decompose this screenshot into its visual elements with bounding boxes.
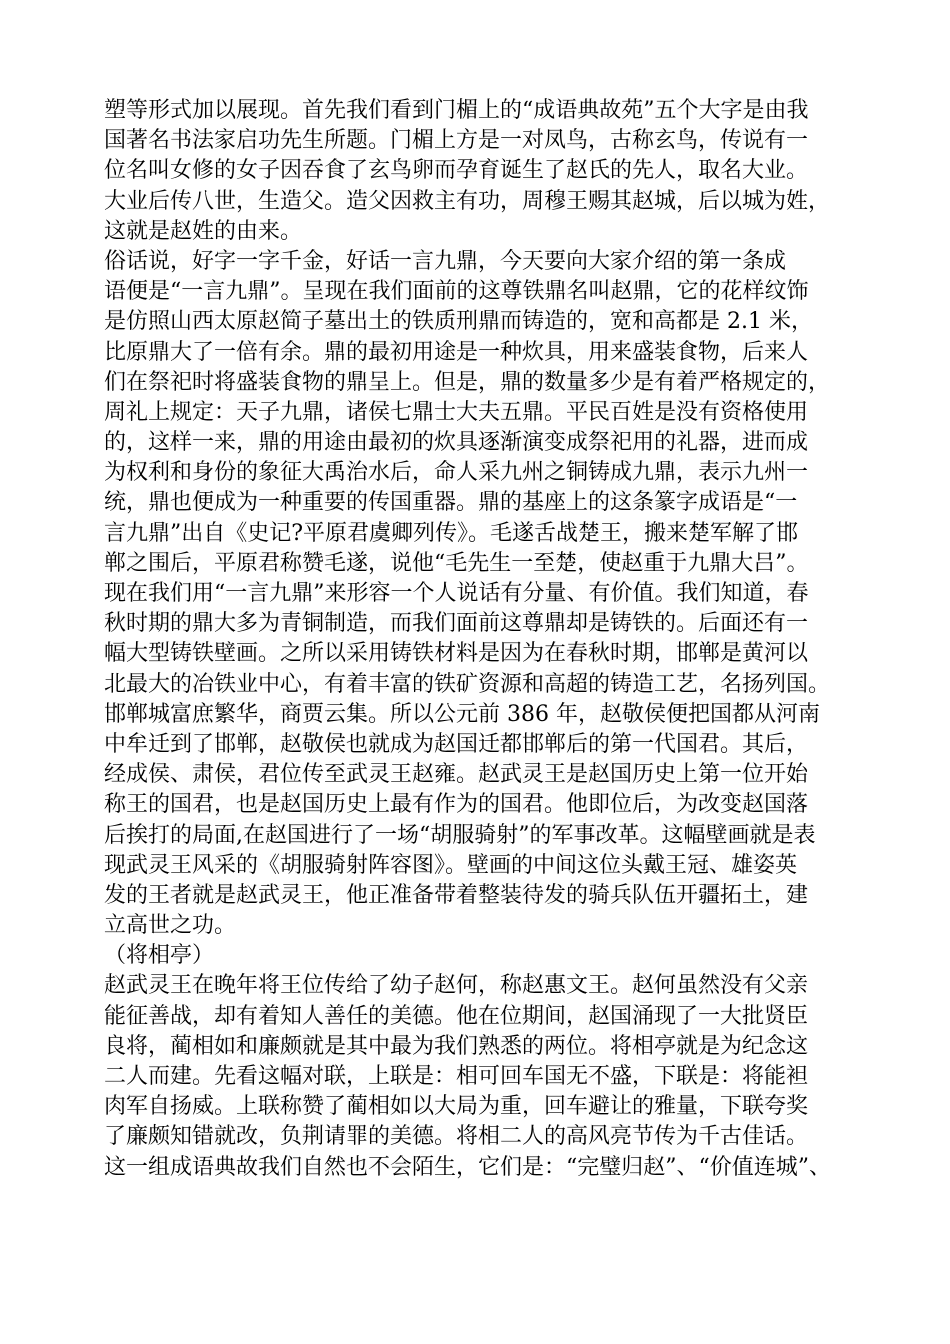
text-line: 邯郸城富庶繁华，商贾云集。所以公元前 386 年，赵敬侯便把国都从河南 — [104, 701, 820, 727]
text-line: 俗话说，好字一字千金，好话一言九鼎，今天要向大家介绍的第一条成 — [104, 248, 787, 274]
text-line: 幅大型铸铁壁画。之所以采用铸铁材料是因为在春秋时期，邯郸是黄河以 — [104, 641, 809, 667]
text-line: 经成侯、肃侯，君位传至武灵王赵雍。赵武灵王是赵国历史上第一位开始 — [104, 762, 809, 788]
text-line: 位名叫女修的女子因吞食了玄鸟卵而孕育诞生了赵氏的先人，取名大业。 — [104, 158, 809, 184]
text-line: 为权利和身份的象征大禹治水后，命人采九州之铜铸成九鼎，表示九州一 — [104, 460, 809, 486]
text-line: 郸之围后，平原君称赞毛遂，说他“毛先生一至楚，使赵重于九鼎大吕”。 — [104, 550, 809, 576]
text-line: 这一组成语典故我们自然也不会陌生，它们是：“完璧归赵”、“价值连城”、 — [104, 1154, 831, 1180]
text-line: 统，鼎也便成为一种重要的传国重器。鼎的基座上的这条篆字成语是“一 — [104, 490, 798, 516]
text-line: 现武灵王风采的《胡服骑射阵容图》。壁画的中间这位头戴王冠、雄姿英 — [104, 852, 798, 878]
text-line: 是仿照山西太原赵简子墓出土的铁质刑鼎而铸造的，宽和高都是 2.1 米， — [104, 309, 813, 335]
text-line: 肉军自扬威。上联称赞了蔺相如以大局为重，回车避让的雅量，下联夸奖 — [104, 1094, 809, 1120]
text-line: 二人而建。先看这幅对联，上联是：相可回车国无不盛，下联是：将能袒 — [104, 1064, 809, 1089]
text-line: 称王的国君，也是赵国历史上最有作为的国君。他即位后，为改变赵国落 — [104, 792, 809, 818]
text-line: 们在祭祀时将盛装食物的鼎呈上。但是，鼎的数量多少是有着严格规定的， — [104, 369, 831, 395]
text-line: 这就是赵姓的由来。 — [104, 218, 303, 244]
text-line: 语便是“一言九鼎”。呈现在我们面前的这尊铁鼎名叫赵鼎，它的花样纹饰 — [104, 279, 809, 305]
text-line: 大业后传八世，生造父。造父因救主有功，周穆王赐其赵城，后以城为姓， — [104, 188, 831, 214]
text-line: 赵武灵王在晚年将王位传给了幼子赵何，称赵惠文王。赵何虽然没有父亲 — [104, 973, 809, 999]
text-line: 的，这样一来，鼎的用途由最初的炊具逐渐演变成祭祀用的礼器，进而成 — [104, 430, 809, 456]
text-line: 秋时期的鼎大多为青铜制造，而我们面前这尊鼎却是铸铁的。后面还有一 — [104, 611, 809, 637]
text-line: 中牟迁到了邯郸，赵敬侯也就成为赵国迁都邯郸后的第一代国君。其后， — [104, 731, 809, 757]
text-line: 周礼上规定：天子九鼎，诸侯七鼎士大夫五鼎。平民百姓是没有资格使用 — [104, 399, 809, 425]
text-line: 北最大的冶铁业中心，有着丰富的铁矿资源和高超的铸造工艺，名扬列国。 — [104, 671, 831, 697]
section-heading: （将相亭） — [104, 943, 215, 969]
text-line: 言九鼎”出自《史记?平原君虞卿列传》。毛遂舌战楚王，搬来楚军解了邯 — [104, 520, 799, 546]
text-line: 良将，蔺相如和廉颇就是其中最为我们熟悉的两位。将相亭就是为纪念这 — [104, 1033, 809, 1059]
text-line: 立高世之功。 — [104, 913, 237, 939]
text-line: 比原鼎大了一倍有余。鼎的最初用途是一种炊具，用来盛装食物，后来人 — [104, 339, 809, 365]
text-line: 国著名书法家启功先生所题。门楣上方是一对凤鸟，古称玄鸟，传说有一 — [104, 128, 809, 154]
text-line: 塑等形式加以展现。首先我们看到门楣上的“成语典故苑”五个大字是由我 — [104, 98, 809, 123]
text-line: 现在我们用“一言九鼎”来形容一个人说话有分量、有价值。我们知道，春 — [104, 581, 809, 606]
text-line: 发的王者就是赵武灵王，他正准备带着整装待发的骑兵队伍开疆拓土，建 — [104, 882, 809, 908]
text-line: 了廉颇知错就改，负荆请罪的美德。将相二人的高风亮节传为千古佳话。 — [104, 1124, 809, 1150]
text-line: 能征善战，却有着知人善任的美德。他在位期间，赵国涌现了一大批贤臣 — [104, 1003, 809, 1029]
document-body — [104, 96, 874, 1183]
text-line: 后挨打的局面,在赵国进行了一场“胡服骑射”的军事改革。这幅壁画就是表 — [104, 822, 816, 848]
